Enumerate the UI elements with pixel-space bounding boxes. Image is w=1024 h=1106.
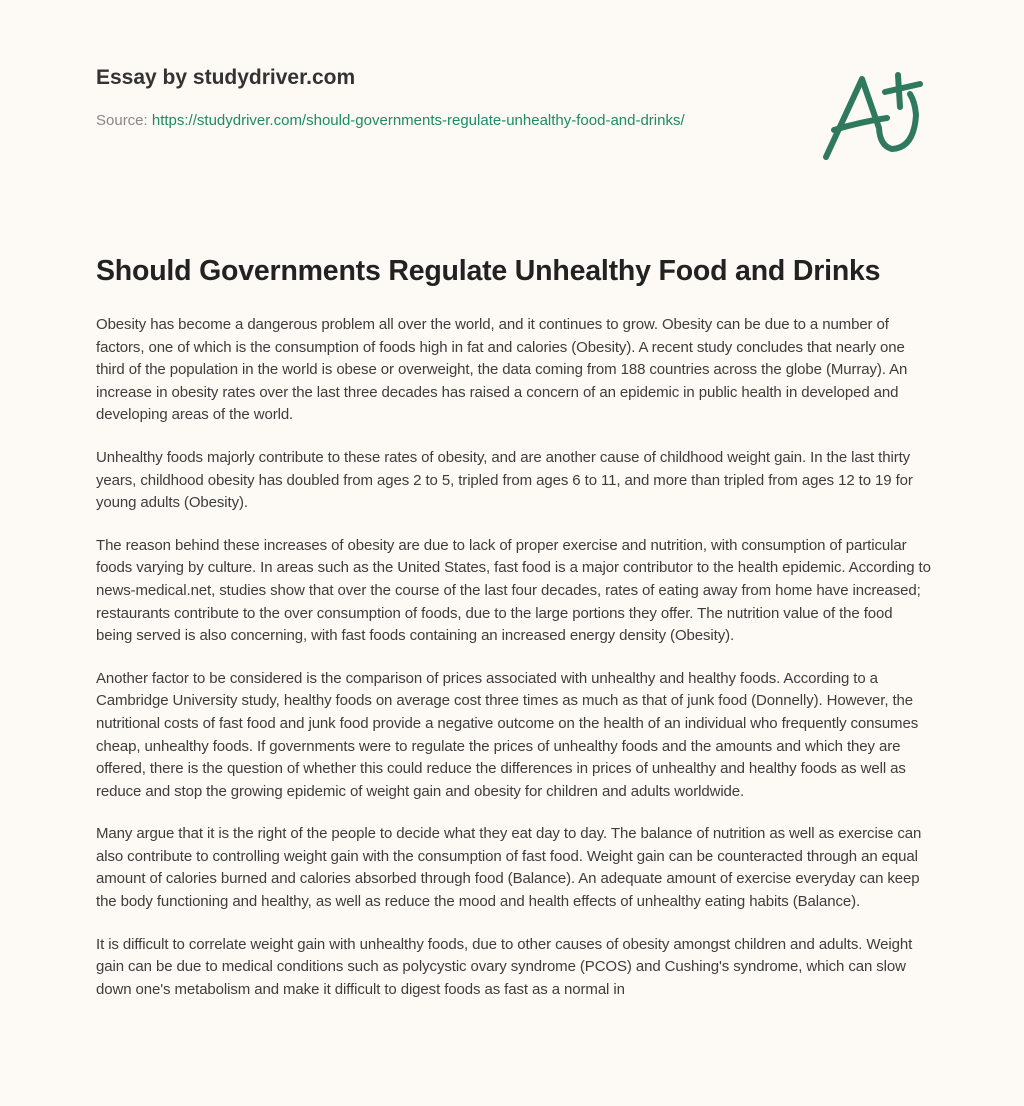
site-brand: Essay by studydriver.com: [96, 66, 356, 89]
essay-title: Should Governments Regulate Unhealthy Food and Drinks: [96, 255, 881, 287]
essay-body: [96, 314, 932, 1021]
source-link[interactable]: https://studydriver.com/should-governments-regulate-unhealthy-food-and-drinks/: [151, 112, 685, 129]
paragraph: Many argue that it is the right of the people to decide what they eat day to day. The balance of nutrition as well as exercise can also contribute to controlling weight gain with the consumption of fast food. Weight gain can be counteracted through an equal amount of calories burned and calories absorbed through food (Balance). An adequate amount of exercise everyday can keep the body functioning and healthy, as well as reduce the mood and health effects of unhealthy eating habits (Balance).: [96, 825, 922, 911]
a-plus-logo-icon: [810, 60, 940, 170]
paragraph: Unhealthy foods majorly contribute to these rates of obesity, and are another cause of childhood weight gain. In the last thirty years, childhood obesity has doubled from ages 2 to 5, tripled from ages 6 to 11, and more than tripled from ages 12 to 19 for young adults (Obesity).: [96, 448, 913, 512]
paragraph: It is difficult to correlate weight gain with unhealthy foods, due to other causes of obesity amongst children and adults. Weight gain can be due to medical conditions such as polycystic ovary syndrome (PCOS) and Cushing's syndrome, which can slow down one's metabolism and make it difficult to digest foods as fast as a normal in: [96, 935, 913, 998]
paragraph: The reason behind these increases of obesity are due to lack of proper exercise and nutrition, with consumption of particular foods varying by culture. In areas such as the United States, fast food is a major contributor to the health epidemic. According to news-medical.net, studies show that over the course of the last four decades, rates of eating away from home have increased; restaurants contribute to the over consumption of foods, due to the large portions they offer. The nutrition value of the food being served is also concerning, with fast foods containing an increased energy density (Obesity).: [96, 536, 931, 645]
paragraph: Obesity has become a dangerous problem all over the world, and it continues to grow. Obesity can be due to a number of factors, one of which is the consumption of foods high in fat and calories (Obesity). A recent study concludes that nearly one third of the population in the world is obese or overweight, the data coming from 188 countries across the globe (Murray). An increase in obesity rates over the last three decades has raised a concern of an epidemic in public health in developed and developing areas of the world.: [96, 316, 908, 424]
source-line: [96, 110, 716, 132]
source-label: Source:: [96, 112, 148, 129]
paragraph: Another factor to be considered is the comparison of prices associated with unhealthy and healthy foods. According to a Cambridge University study, healthy foods on average cost three times as much as that of junk food (Donnelly). However, the nutritional costs of fast food and junk food provide a negative outcome on the health of an individual who frequently consumes cheap, unhealthy foods. If governments were to regulate the prices of unhealthy foods and the amounts and which they are offered, there is the question of whether this could reduce the differences in prices of unhealthy and healthy foods as well as reduce and stop the growing epidemic of weight gain and obesity for children and adults worldwide.: [96, 669, 919, 800]
